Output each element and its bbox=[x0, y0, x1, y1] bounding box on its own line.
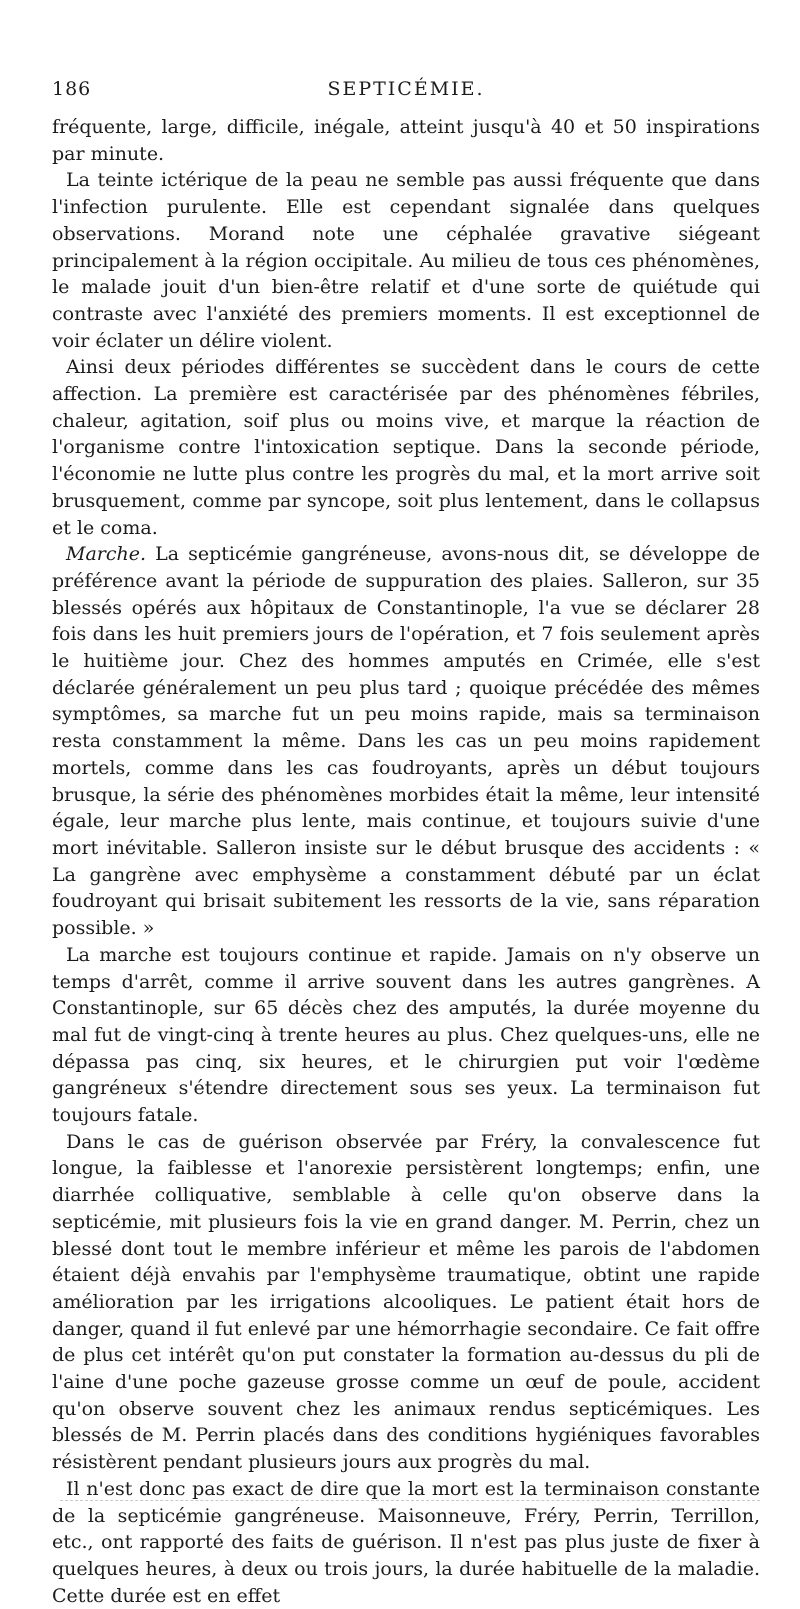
body-text bbox=[52, 114, 760, 1609]
paragraph-two-periods: Ainsi deux périodes différentes se succèdent dans le cours de cette affection. La première est caractérisée par des phénomènes fébriles, chaleur, agitation, soif plus ou moins vive, et marque la réaction de l'organisme contre l'intoxication septique. Dans la seconde période, l'économie ne lutte plus contre les progrès du mal, et la mort arrive soit brusquement, comme par syncope, soit plus lentement, dans le collapsus et le coma. bbox=[52, 356, 760, 539]
paragraph-not-exact: Il n'est donc pas exact de dire que la mort est la terminaison constante de la septicémie gangréneuse. Maisonneuve, Fréry, Perrin, Terrillon, etc., ont rapporté des faits de guérison. Il n'est pas plus juste de fixer à quelques heures, à deux ou trois jours, la durée habituelle de la maladie. Cette durée est en effet bbox=[52, 1477, 760, 1607]
page-number: 186 bbox=[52, 78, 92, 100]
paragraph-continuous-course: La marche est toujours continue et rapide. Jamais on n'y observe un temps d'arrêt, comme il arrive souvent dans les autres gangrènes. A Constantinople, sur 65 décès chez des amputés, la durée moyenne du mal fut de vingt-cinq à trente heures au plus. Chez quelques-uns, elle ne dépassa pas cinq, six heures, et le chirurgien put voir l'œdème gangréneux s'étendre directement sous ses yeux. La terminaison fut toujours fatale. bbox=[52, 943, 760, 1127]
paragraph-continuation: fréquente, large, difficile, inégale, atteint jusqu'à 40 et 50 inspirations par minute. bbox=[52, 116, 760, 165]
section-lead-marche: Marche. bbox=[66, 543, 147, 566]
page-header bbox=[52, 78, 760, 108]
scan-artifact-line bbox=[60, 1500, 760, 1501]
paragraph-marche-text: La septicémie gangréneuse, avons-nous dit, se développe de préférence avant la période de suppuration des plaies. Salleron, sur 35 blessés opérés aux hôpitaux de Constantinople, l'a vue se déclarer 28 fois dans les huit premiers jours de l'opération, et 7 fois seulement après le huitième jour. Chez des hommes amputés en Crimée, elle s'est déclarée généralement un peu plus tard ; quoique précédée des mêmes symptômes, sa marche fut un peu moins rapide, mais sa terminaison resta constamment la même. Dans les cas un peu moins rapidement mortels, comme dans les cas foudroyants, après un début toujours brusque, la série des phénomènes morbides était la même, leur intensité égale, leur marche plus lente, mais continue, et toujours suivie d'une mort inévitable. Salleron insiste sur le début brusque des accidents : « La gangrène avec emphysème a constamment débuté par un éclat foudroyant qui brisait subitement les ressorts de la vie, sans réparation possible. » bbox=[52, 543, 760, 940]
running-title: SEPTICÉMIE. bbox=[327, 78, 485, 100]
paragraph-healing-case: Dans le cas de guérison observée par Fréry, la convalescence fut longue, la faiblesse et l'anorexie persistèrent longtemps; enfin, une diarrhée colliquative, semblable à celle qu'on observe dans la septicémie, mit plusieurs fois la vie en grand danger. M. Perrin, chez un blessé dont tout le membre inférieur et même les parois de l'abdomen étaient déjà envahis par l'emphysème traumatique, obtint une rapide amélioration par les irrigations alcooliques. Le patient était hors de danger, quand il fut enlevé par une hémorrhagie secondaire. Ce fait offre de plus cet intérêt qu'on put constater la formation au-dessus du pli de l'aine d'une poche gazeuse grosse comme un œuf de poule, accident qu'on observe souvent chez les animaux rendus septicémiques. Les blessés de M. Perrin placés dans des conditions hygiéniques favorables résistèrent pendant plusieurs jours aux progrès du mal. bbox=[52, 1130, 760, 1474]
paragraph-marche bbox=[52, 541, 760, 942]
paragraph-icteric: La teinte ictérique de la peau ne semble pas aussi fréquente que dans l'infection purulente. Elle est cependant signalée dans quelques observations. Morand note une céphalée gravative siégeant principalement à la région occipitale. Au milieu de tous ces phénomènes, le malade jouit d'un bien-être relatif et d'une sorte de quiétude qui contraste avec l'anxiété des premiers moments. Il est exceptionnel de voir éclater un délire violent. bbox=[52, 169, 760, 352]
